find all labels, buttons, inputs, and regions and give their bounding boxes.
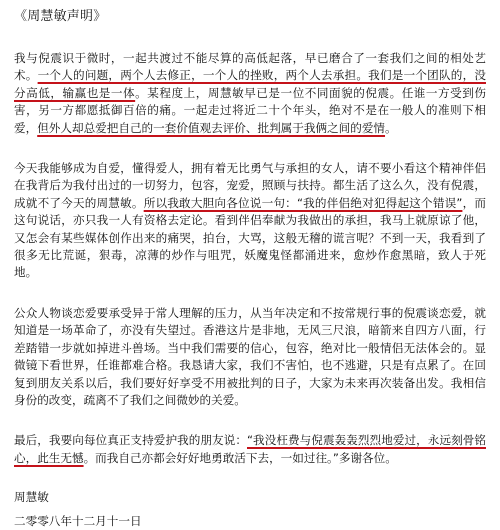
signature-date: 二零零八年十二月十一日 bbox=[14, 513, 142, 528]
paragraph-1-text: 。 bbox=[385, 120, 397, 135]
paragraph-3-text: 公众人物谈恋爱要承受异于常人理解的压力，从当年决定和不按常规行事的倪震谈恋爱，就知道是一场革命了，亦没有失望过。香港这片是非地，无风三尺浪，暗箭来自四方八面，行差踏错一步就如掉进斗兽场。当中我们需要的信心，包容，绝对比一般情侣无法体会的。显微镜下看世界，任谁都难合格。我恳请大家，我们不害怕，也不逃避，只是有点累了。在回复到朋友关系以后，我们要好好享受不用被批判的日子，大家为未来再次装备出发。我相信身份的改变，疏离不了我们之间微妙的关爱。 bbox=[14, 305, 486, 407]
paragraph-2-text: 今天我能够成为自爱，懂得爱人，拥有着无比勇气与承担的女人，请不要小看这个精神伴侣在我背后为我付出过的一切努力，包容，宠爱，照顾与扶持。都生活了这么久，没有倪震，成就不了今天的周慧敏。 bbox=[14, 161, 486, 210]
paragraph-1-highlight-2: 但外人却总爱把自己的一套价值观去评价、批判属于我俩之间的爱情 bbox=[37, 120, 386, 135]
paragraph-1 bbox=[14, 50, 486, 137]
paragraph-2 bbox=[14, 160, 486, 282]
document-title: 《周慧敏声明》 bbox=[14, 9, 107, 24]
paragraph-4-text: 最后，我要向每位真正支持爱护我的朋友说： bbox=[14, 433, 247, 448]
paragraph-1-text: 。某程度上，周慧敏早已是一位不同面貌的倪震。任谁一方受到伤害，另一方都愿抵御百倍的痛。一起走过将近二十个年头，绝对不是在一般人的准则下相爱， bbox=[14, 85, 486, 135]
paragraph-1-highlight-1: 一个人的问题，两个人去修正，一个人的挫败，两个人去承担。我们是一个团队的，没分高低，输赢也是一体 bbox=[14, 68, 486, 100]
paragraph-3 bbox=[14, 305, 486, 409]
paragraph-2-text: ，而这句说话，亦只我一人有资格去定论。看到伴侣奉献为我做出的承担，我马上就原谅了他，又怎会有某些媒体创作出来的痛哭，拍台，大骂，这般无稽的谎言呢？不到一天，我看到了很多无比荒诞，狠毒，凉薄的炒作与咀咒，妖魔鬼怪都涌进来，愈炒作愈黑暗，致人于死地。 bbox=[14, 195, 486, 280]
paragraph-1-text: 我与倪震识于微时，一起共渡过不能尽算的高低起落，早已磨合了一套我们之间的相处艺术。 bbox=[14, 51, 486, 83]
paragraph-4-text: 。而我自己亦都会好好地勇敢活下去，一如过往。”多谢各位。 bbox=[83, 450, 397, 465]
signature-name: 周慧敏 bbox=[14, 490, 49, 505]
paragraph-4 bbox=[14, 432, 486, 467]
paragraph-4-highlight: “我没枉费与倪震轰轰烈烈地爱过，永远刻骨铭心，此生无憾 bbox=[14, 433, 486, 465]
paragraph-2-highlight: 所以我敢大胆向各位说一句：“我的伴侣绝对犯得起这个错误” bbox=[143, 195, 463, 210]
